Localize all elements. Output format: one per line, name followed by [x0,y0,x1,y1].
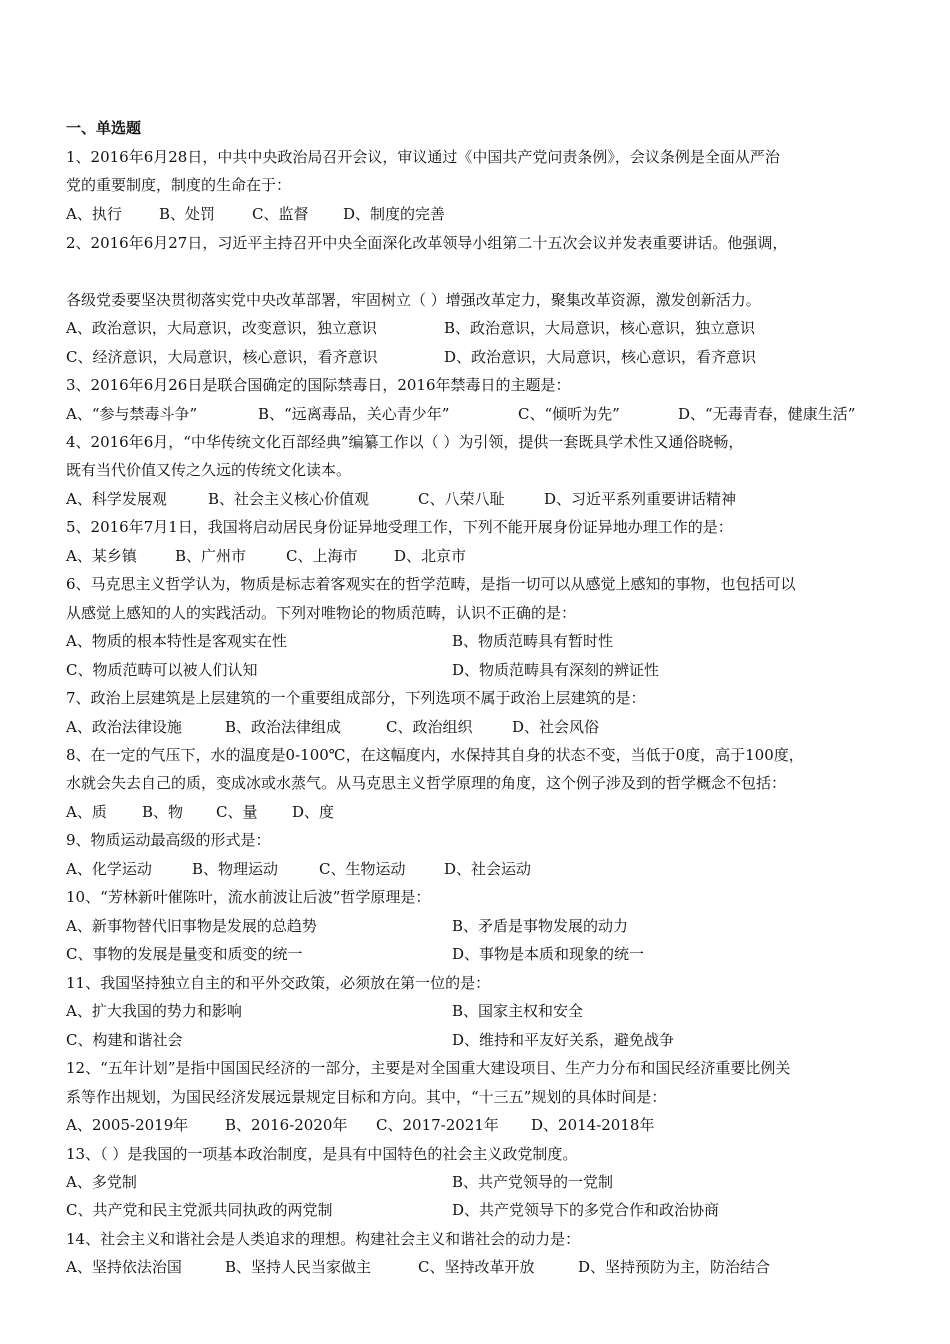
option-a: A、新事物替代旧事物是发展的总趋势 [66,917,317,935]
option-a: A、“参与禁毒斗争” [66,405,198,423]
question-10-line-1: 10、“芳林新叶催陈叶，流水前波让后波”哲学原理是： [66,888,431,906]
option-b: B、共产党领导的一党制 [452,1173,614,1191]
question-6-line-1: 6、马克思主义哲学认为，物质是标志着客观实在的哲学范畴，是指一切可以从感觉上感知的事物，也包括可以 [66,575,796,593]
question-8-line-2: 水就会失去自己的质，变成冰或水蒸气。从马克思主义哲学原理的角度，这个例子涉及到的哲学概念不包括： [66,774,787,792]
option-d: D、“无毒青春，健康生活” [678,405,856,423]
question-9-line-1: 9、物质运动最高级的形式是： [66,831,271,849]
question-7-line-1: 7、政治上层建筑是上层建筑的一个重要组成部分，下列选项不属于政治上层建筑的是： [66,689,646,707]
question-12-options [66,1115,886,1135]
question-6-line-2: 从感觉上感知的人的实践活动。下列对唯物论的物质范畴，认识不正确的是： [66,604,577,622]
question-10-options-row-1 [66,916,886,936]
question-11-line-1: 11、我国坚持独立自主的和平外交政策，必须放在第一位的是： [66,974,491,992]
question-8-line-1: 8、在一定的气压下，水的温度是0-100℃，在这幅度内，水保持其自身的状态不变，当低于0度，高于100度， [66,746,804,764]
question-5-options [66,546,886,566]
option-a: A、政治意识，大局意识，改变意识，独立意识 [66,319,377,337]
option-a: A、多党制 [66,1173,137,1191]
option-c: C、经济意识，大局意识，核心意识，看齐意识 [66,348,378,366]
option-b: B、政治法律组成 [225,718,342,736]
option-c: C、生物运动 [319,860,406,878]
option-c: C、共产党和民主党派共同执政的两党制 [66,1201,333,1219]
option-d: D、社会运动 [444,860,532,878]
question-4-line-2: 既有当代价值又传之久远的传统文化读本。 [66,461,352,479]
option-d: D、北京市 [394,547,467,565]
question-1-line-1: 1、2016年6月28日，中共中央政治局召开会议，审议通过《中国共产党问责条例》，会议条例是全面从严治 [66,148,780,166]
option-c: C、坚持改革开放 [418,1258,535,1276]
option-d: D、共产党领导下的多党合作和政治协商 [452,1201,720,1219]
option-b: B、政治意识，大局意识，核心意识，独立意识 [444,319,756,337]
option-c: C、事物的发展是量变和质变的统一 [66,945,303,963]
option-b: B、物质范畴具有暂时性 [452,632,614,650]
question-13-options-row-2 [66,1200,886,1220]
question-3-line-1: 3、2016年6月26日是联合国确定的国际禁毒日，2016年禁毒日的主题是： [66,376,571,394]
question-11-options-row-1 [66,1001,886,1021]
option-c: C、八荣八耻 [418,490,505,508]
section-title: 一、单选题 [66,119,142,137]
option-a: A、科学发展观 [66,490,167,508]
option-c: C、物质范畴可以被人们认知 [66,661,258,679]
option-a: A、化学运动 [66,860,152,878]
question-12-line-1: 12、“五年计划”是指中国国民经济的一部分，主要是对全国重大建设项目、生产力分布和国民经济重要比例关 [66,1059,791,1077]
question-2-options-row-2 [66,347,886,367]
question-2-line-2: 各级党委要坚决贯彻落实党中央改革部署，牢固树立（ ）增强改革定力，聚集改革资源，激发创新活力。 [66,291,761,309]
question-9-options [66,859,886,879]
question-13-options-row-1 [66,1172,886,1192]
option-b: B、物 [142,803,184,821]
option-d: D、政治意识，大局意识，核心意识，看齐意识 [444,348,757,366]
option-b: B、2016-2020年 [225,1116,348,1134]
question-4-options [66,489,886,509]
option-c: C、上海市 [286,547,358,565]
option-a: A、物质的根本特性是客观实在性 [66,632,287,650]
option-b: B、坚持人民当家做主 [225,1258,372,1276]
option-d: D、2014-2018年 [531,1116,655,1134]
option-a: A、执行 [66,205,122,223]
option-d: D、度 [292,803,335,821]
option-d: D、社会风俗 [512,718,600,736]
option-b: B、“远离毒品，关心青少年” [258,405,450,423]
question-14-options [66,1257,886,1277]
option-a: A、质 [66,803,107,821]
option-d: D、制度的完善 [343,205,446,223]
question-11-options-row-2 [66,1030,886,1050]
option-c: C、“倾听为先” [518,405,620,423]
option-a: A、坚持依法治国 [66,1258,182,1276]
option-d: D、习近平系列重要讲话精神 [544,490,737,508]
question-12-line-2: 系等作出规划，为国民经济发展远景规定目标和方向。其中，“十三五”规划的具体时间是： [66,1088,667,1106]
question-13-line-1: 13、（ ）是我国的一项基本政治制度，是具有中国特色的社会主义政党制度。 [66,1145,578,1163]
question-14-line-1: 14、社会主义和谐社会是人类追求的理想。构建社会主义和谐社会的动力是： [66,1230,581,1248]
option-a: A、某乡镇 [66,547,137,565]
option-b: B、矛盾是事物发展的动力 [452,917,629,935]
option-a: A、扩大我国的势力和影响 [66,1002,242,1020]
option-b: B、国家主权和安全 [452,1002,584,1020]
option-c: C、监督 [252,205,309,223]
option-d: D、事物是本质和现象的统一 [452,945,645,963]
option-b: B、处罚 [159,205,216,223]
question-2-line-1: 2、2016年6月27日，习近平主持召开中央全面深化改革领导小组第二十五次会议并发表重要讲话。他强调， [66,234,788,252]
option-c: C、2017-2021年 [376,1116,499,1134]
question-7-options [66,717,886,737]
option-a: A、政治法律设施 [66,718,182,736]
option-c: C、政治组织 [386,718,473,736]
question-5-line-1: 5、2016年7月1日，我国将启动居民身份证异地受理工作，下列不能开展身份证异地办理工作的是： [66,518,733,536]
question-2-options-row-1 [66,318,886,338]
option-d: D、坚持预防为主，防治结合 [578,1258,771,1276]
question-1-options [66,204,886,224]
option-c: C、量 [216,803,258,821]
question-4-line-1: 4、2016年6月，“中华传统文化百部经典”编纂工作以（ ）为引领，提供一套既具学术性又通俗晓畅， [66,433,744,451]
option-d: D、物质范畴具有深刻的辨证性 [452,661,660,679]
option-b: B、物理运动 [192,860,279,878]
option-b: B、社会主义核心价值观 [208,490,370,508]
question-10-options-row-2 [66,944,886,964]
question-6-options-row-1 [66,631,886,651]
option-c: C、构建和谐社会 [66,1031,183,1049]
question-1-line-2: 党的重要制度，制度的生命在于： [66,176,292,194]
question-3-options [66,404,886,424]
option-a: A、2005-2019年 [66,1116,189,1134]
question-8-options [66,802,886,822]
option-b: B、广州市 [175,547,247,565]
option-d: D、维持和平友好关系，避免战争 [452,1031,675,1049]
question-6-options-row-2 [66,660,886,680]
